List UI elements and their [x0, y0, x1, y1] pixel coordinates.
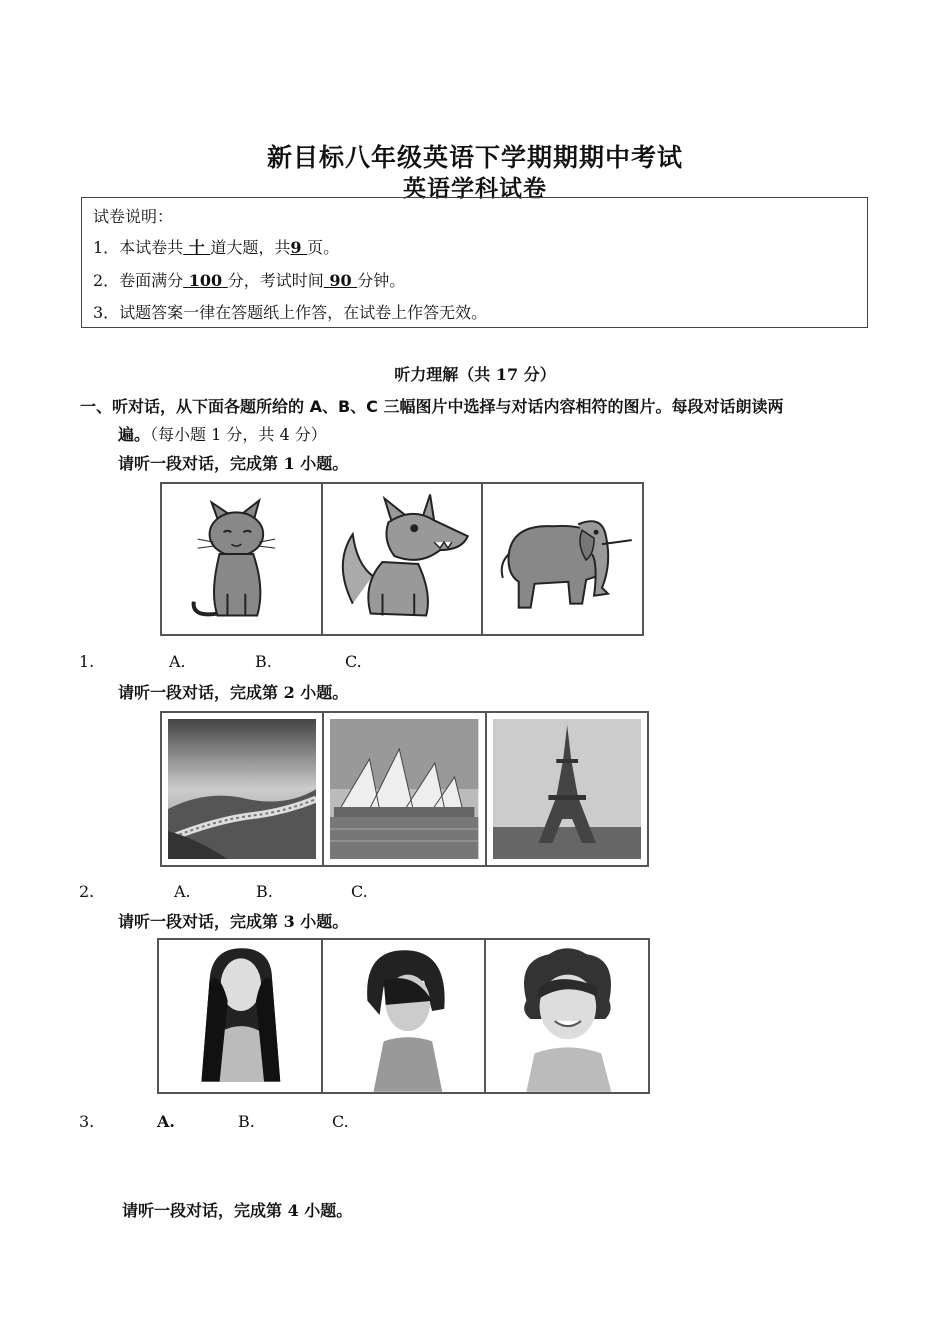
instructions-line-1	[93, 235, 339, 258]
q3-number: 3.	[79, 1112, 95, 1131]
line2-mid: 分，考试时间	[227, 271, 324, 290]
line1-pre: 1．本试卷共	[93, 238, 184, 257]
line2-pre: 2．卷面满分	[93, 271, 184, 290]
instructions-box	[81, 197, 868, 328]
q1-number: 1.	[79, 652, 95, 671]
q3-option-c-label[interactable]: C.	[332, 1112, 349, 1131]
q3-option-b-picture[interactable]	[323, 940, 487, 1092]
q3-option-c-picture[interactable]	[486, 940, 648, 1092]
q1-option-c-picture[interactable]	[483, 484, 642, 634]
q2-number: 2.	[79, 882, 95, 901]
short-curly-hair-photo	[486, 940, 648, 1092]
instructions-line-3: 3．试题答案一律在答题纸上作答，在试卷上作答无效。	[93, 303, 488, 322]
exam-title: 新目标八年级英语下学期期期中考试	[266, 143, 683, 172]
q3-option-b-label[interactable]: B.	[238, 1112, 255, 1131]
q2-option-c-label[interactable]: C.	[351, 882, 368, 901]
q1-option-b-label[interactable]: B.	[255, 652, 272, 671]
q2-picture-strip	[160, 711, 649, 867]
part1-heading: 一、听对话，从下面各题所给的 A、B、C 三幅图片中选择与对话内容相符的图片。每段对话朗读两	[80, 397, 784, 416]
q2-option-a-label[interactable]: A.	[174, 882, 191, 901]
line2-value-2: 90	[329, 271, 352, 290]
q1-option-a-picture[interactable]	[162, 484, 323, 634]
great-wall-photo	[168, 719, 316, 859]
q2-prompt: 请听一段对话，完成第 2 小题。	[118, 683, 349, 702]
wolf-icon	[323, 484, 482, 634]
q3-picture-strip	[157, 938, 650, 1094]
q2-option-c-picture[interactable]	[487, 713, 647, 865]
line2-value-1: 100	[188, 271, 223, 290]
q1-option-a-label[interactable]: A.	[169, 652, 186, 671]
q3-option-a-label[interactable]: A.	[157, 1112, 175, 1131]
line2-post: 分钟。	[357, 271, 406, 290]
q2-option-b-label[interactable]: B.	[256, 882, 273, 901]
q4-prompt: 请听一段对话，完成第 4 小题。	[122, 1201, 353, 1220]
q2-option-a-picture[interactable]	[162, 713, 324, 865]
q1-prompt: 请听一段对话，完成第 1 小题。	[118, 454, 349, 473]
line1-post: 页。	[307, 238, 340, 257]
q1-picture-strip	[160, 482, 644, 636]
q1-option-b-picture[interactable]	[323, 484, 484, 634]
long-hair-photo	[159, 940, 321, 1092]
q1-option-c-label[interactable]: C.	[345, 652, 362, 671]
elephant-icon	[483, 484, 642, 634]
line1-value-2: 9	[290, 238, 302, 257]
opera-house-photo	[330, 719, 478, 859]
exam-subtitle: 英语学科试卷	[403, 176, 547, 202]
listening-section-title: 听力理解（共 17 分）	[394, 365, 556, 384]
cat-icon	[162, 484, 321, 634]
instructions-heading: 试卷说明：	[93, 207, 174, 226]
line1-value-1: 十	[188, 238, 205, 257]
part1-heading-cont: 遍。（每小题 1 分，共 4 分）	[118, 425, 327, 444]
bob-hair-photo	[323, 940, 485, 1092]
line1-mid: 道大题，共	[210, 238, 291, 257]
q3-option-a-picture[interactable]	[159, 940, 323, 1092]
instructions-line-2	[93, 268, 405, 291]
q2-option-b-picture[interactable]	[324, 713, 486, 865]
q3-prompt: 请听一段对话，完成第 3 小题。	[118, 912, 349, 931]
eiffel-tower-photo	[493, 719, 641, 859]
